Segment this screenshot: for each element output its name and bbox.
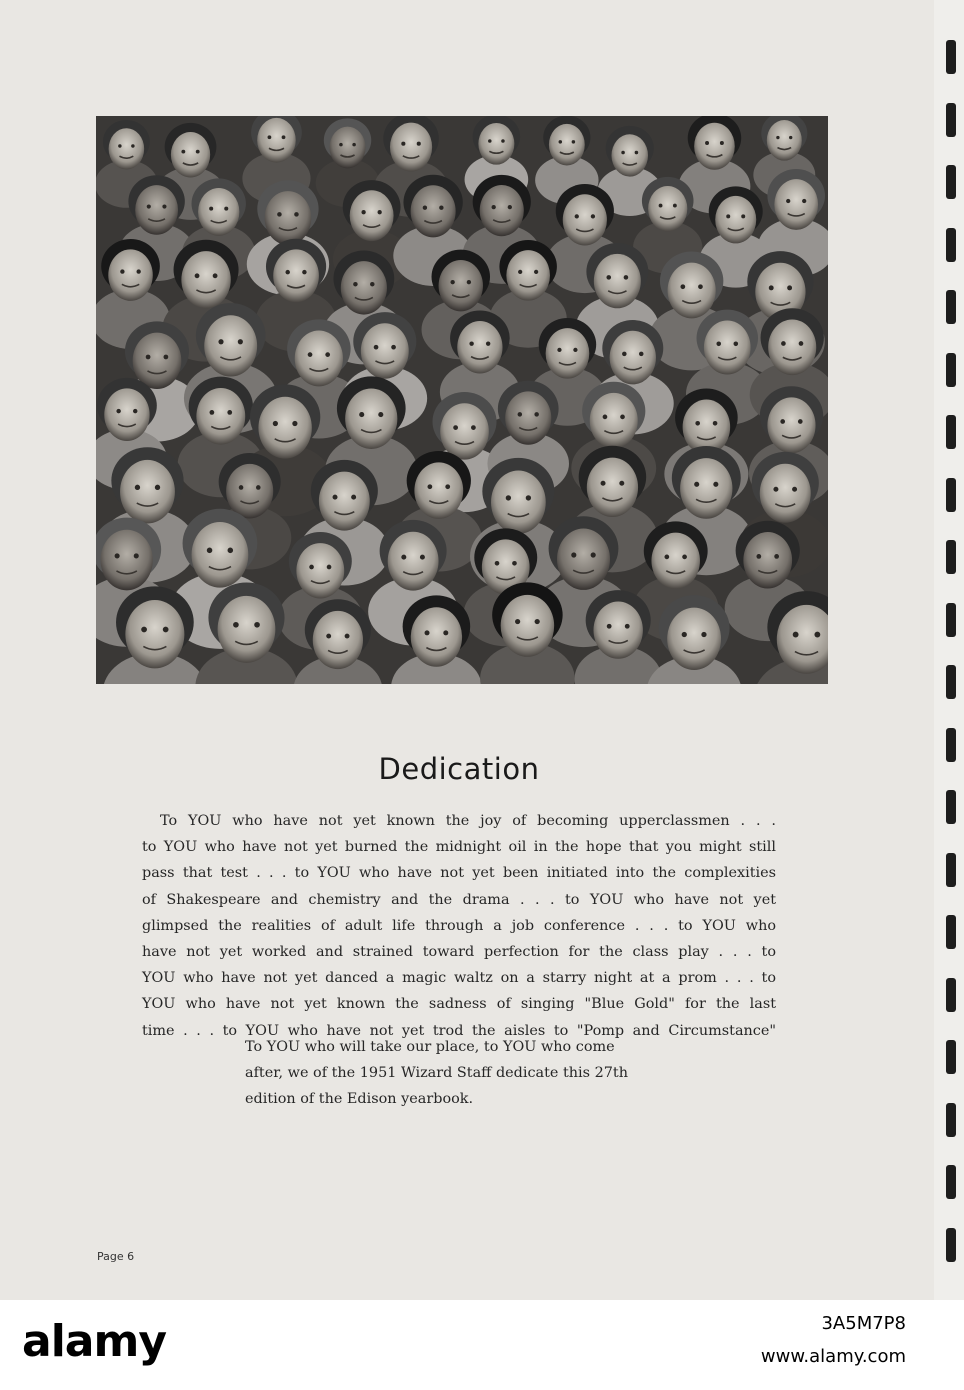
person-eye (471, 425, 476, 430)
person-eye (591, 214, 595, 218)
person-face (265, 191, 312, 245)
binding-ring (946, 540, 956, 574)
person-eye (423, 206, 427, 210)
person-eye (209, 410, 214, 415)
person-face (505, 391, 551, 444)
person-face (218, 596, 276, 663)
person-eye (116, 409, 120, 413)
binding-ring (946, 415, 956, 449)
person-face (767, 397, 815, 453)
person-eye (450, 280, 454, 284)
person-eye (488, 139, 492, 143)
binding-ring (946, 790, 956, 824)
person-eye (425, 630, 430, 635)
person-eye (417, 142, 421, 146)
crowd-photo (96, 116, 828, 684)
person-eye (607, 624, 612, 629)
person-face (440, 403, 489, 459)
dedication-line: have not yet worked and strained toward perfection for the class play . . . to (142, 944, 776, 961)
person-face (414, 462, 463, 519)
person-face (760, 464, 811, 523)
person-eye (325, 352, 330, 357)
person-eye (802, 199, 806, 203)
person-face (171, 132, 210, 178)
person-eye (374, 345, 379, 350)
person-eye (302, 270, 306, 274)
person-eye (209, 207, 213, 211)
person-face (694, 123, 735, 170)
person-eye (619, 481, 624, 486)
dedication-title: Dedication (378, 752, 540, 786)
person-eye (518, 412, 522, 416)
dedication-line: YOU who have not yet known the sadness of singing "Blue Gold" for the last (142, 996, 776, 1013)
person-face (611, 134, 648, 176)
binding-ring (946, 915, 956, 949)
person-eye (682, 555, 687, 560)
person-face (715, 196, 756, 244)
person-eye (146, 355, 151, 360)
person-eye (268, 135, 272, 139)
person-face (330, 127, 366, 169)
person-face (704, 320, 751, 374)
binding-ring (946, 353, 956, 387)
person-face (743, 532, 792, 588)
person-face (651, 533, 700, 589)
person-eye (534, 270, 538, 274)
person-eye (227, 410, 232, 415)
person-eye (353, 282, 358, 287)
person-eye (501, 139, 505, 143)
person-eye (695, 421, 700, 426)
person-eye (814, 632, 820, 638)
person-face (501, 595, 555, 657)
person-eye (713, 482, 718, 487)
person-face (549, 124, 585, 166)
person-face (411, 185, 456, 237)
person-eye (164, 355, 169, 360)
binding-ring (946, 1040, 956, 1074)
binding-ring (946, 290, 956, 324)
person-eye (467, 280, 471, 284)
person-eye (163, 627, 169, 633)
person-eye (682, 632, 687, 637)
person-eye (787, 285, 792, 290)
person-eye (713, 421, 718, 426)
person-face (226, 464, 273, 519)
person-face (768, 319, 816, 375)
binding-ring (946, 603, 956, 637)
person-eye (495, 561, 500, 566)
dedication-line: To YOU who have not yet known the joy of becoming upperclassmen . . . (160, 813, 776, 829)
person-eye (238, 339, 243, 344)
person-eye (572, 140, 575, 143)
person-eye (239, 485, 244, 490)
person-eye (786, 199, 790, 203)
binding-ring (946, 665, 956, 699)
person-eye (285, 270, 289, 274)
person-eye (781, 341, 786, 346)
person-eye (401, 142, 405, 146)
person-face (439, 260, 483, 311)
person-eye (308, 352, 313, 357)
person-face (388, 532, 439, 591)
person-face (587, 458, 638, 517)
person-eye (469, 341, 473, 345)
dedication-line: of Shakespeare and chemistry and the drama . . . to YOU who have not yet (142, 891, 776, 908)
closing-line: edition of the Edison yearbook. (245, 1091, 474, 1108)
person-eye (792, 487, 797, 492)
person-eye (333, 495, 338, 500)
person-eye (351, 495, 356, 500)
binding-ring (946, 40, 956, 74)
person-face (411, 607, 462, 666)
person-eye (789, 136, 792, 139)
person-face (667, 608, 721, 670)
person-eye (694, 482, 699, 487)
person-face (198, 188, 239, 236)
person-eye (526, 495, 531, 500)
person-face (594, 602, 643, 659)
person-eye (591, 552, 596, 557)
person-face (648, 186, 687, 231)
person-face (457, 321, 502, 373)
person-eye (698, 284, 703, 289)
person-eye (120, 269, 124, 273)
person-eye (453, 425, 458, 430)
person-face (350, 190, 394, 241)
person-face (390, 123, 432, 172)
dedication-line: to YOU who have not yet burned the midnight oil in the hope that you might still (142, 839, 776, 856)
person-eye (277, 212, 282, 217)
dedication-line: YOU who have not yet danced a magic waltz on a starry night at a prom . . . to (142, 970, 776, 987)
person-eye (445, 484, 450, 489)
person-eye (292, 421, 297, 426)
person-eye (557, 348, 561, 352)
person-face (104, 388, 149, 441)
crowd-photo-icon (96, 116, 828, 684)
person-face (491, 471, 546, 534)
person-eye (512, 561, 517, 566)
person-eye (218, 339, 223, 344)
person-face (313, 611, 363, 669)
binding-ring (946, 478, 956, 512)
person-eye (625, 624, 630, 629)
person-face (361, 323, 409, 378)
person-eye (309, 565, 314, 570)
person-face (341, 261, 387, 314)
binding-ring (946, 853, 956, 887)
person-face (120, 460, 175, 524)
person-face (181, 251, 230, 308)
person-eye (282, 135, 286, 139)
closing-line: To YOU who will take our place, to YOU who come (245, 1039, 615, 1055)
person-eye (799, 341, 804, 346)
person-face (680, 458, 732, 519)
person-face (668, 263, 716, 319)
person-face (296, 543, 344, 598)
person-eye (118, 144, 121, 147)
person-eye (773, 487, 778, 492)
person-face (774, 179, 818, 230)
person-eye (134, 553, 139, 558)
person-eye (294, 212, 299, 217)
person-eye (741, 214, 745, 218)
person-eye (534, 412, 538, 416)
person-eye (673, 204, 677, 208)
person-eye (195, 273, 200, 278)
person-eye (486, 341, 490, 345)
person-eye (131, 144, 134, 147)
person-eye (147, 204, 151, 208)
person-eye (141, 627, 147, 633)
person-eye (756, 554, 761, 559)
person-eye (603, 415, 608, 420)
binding-ring (946, 728, 956, 762)
person-face (546, 328, 590, 379)
person-eye (515, 619, 520, 624)
person-face (563, 194, 607, 245)
person-eye (378, 412, 383, 417)
person-eye (506, 495, 511, 500)
person-face (610, 331, 656, 385)
person-eye (726, 214, 730, 218)
person-eye (798, 419, 803, 424)
person-face (319, 472, 370, 531)
person-eye (639, 352, 644, 357)
person-eye (769, 285, 774, 290)
person-eye (115, 553, 120, 558)
binding-ring (946, 228, 956, 262)
person-eye (734, 342, 739, 347)
person-face (345, 388, 397, 448)
person-face (273, 249, 319, 302)
binding-ring (946, 978, 956, 1012)
person-face (204, 315, 257, 376)
person-eye (420, 555, 425, 560)
person-eye (620, 415, 625, 420)
person-eye (443, 630, 448, 635)
binding-ring (946, 1165, 956, 1199)
person-eye (793, 632, 799, 638)
person-face (135, 185, 178, 235)
person-eye (326, 634, 331, 639)
person-face (506, 250, 550, 301)
person-eye (571, 552, 576, 557)
person-eye (401, 555, 406, 560)
person-eye (635, 151, 639, 155)
person-eye (705, 141, 709, 145)
dedication-line: glimpsed the realities of adult life through a job conference . . . to YOU who (142, 917, 776, 934)
binding-ring (946, 1103, 956, 1137)
person-eye (621, 151, 625, 155)
person-eye (162, 204, 166, 208)
person-eye (135, 485, 140, 490)
person-eye (776, 136, 779, 139)
dedication-line: time . . . to YOU who have not yet trod the aisles to "Pomp and Circumstance" (142, 1022, 776, 1039)
person-face (295, 330, 343, 386)
person-eye (345, 634, 350, 639)
person-eye (133, 409, 137, 413)
person-eye (624, 275, 629, 280)
page-number: Page 6 (97, 1250, 135, 1263)
person-eye (361, 210, 365, 214)
person-eye (155, 485, 160, 490)
person-eye (622, 352, 627, 357)
person-face (133, 333, 182, 389)
person-face (108, 249, 153, 301)
person-eye (254, 622, 260, 628)
person-eye (233, 622, 239, 628)
person-eye (535, 619, 540, 624)
person-eye (256, 485, 261, 490)
person-eye (716, 342, 721, 347)
person-eye (378, 210, 382, 214)
person-eye (701, 632, 706, 637)
person-face (109, 128, 145, 169)
watermark-url: www.alamy.com (760, 1346, 906, 1367)
person-face (125, 600, 184, 668)
person-eye (492, 205, 496, 209)
binding-ring (946, 103, 956, 137)
person-eye (359, 412, 364, 417)
person-eye (213, 273, 218, 278)
person-eye (370, 282, 375, 287)
person-eye (273, 421, 278, 426)
person-eye (207, 548, 213, 554)
person-face (192, 522, 249, 588)
person-eye (391, 345, 396, 350)
person-face (101, 530, 153, 591)
person-eye (196, 150, 200, 154)
person-face (557, 529, 610, 590)
person-face (478, 123, 514, 165)
binding-ring (946, 1228, 956, 1262)
person-eye (559, 140, 562, 143)
person-eye (774, 554, 779, 559)
dedication-closing (245, 1034, 665, 1113)
person-eye (575, 214, 579, 218)
person-face (196, 388, 245, 445)
person-face (257, 118, 296, 163)
dedication-line: pass that test . . . to YOU who have not yet been initiated into the complexities (142, 865, 776, 882)
person-eye (780, 419, 785, 424)
person-eye (664, 555, 669, 560)
person-eye (573, 348, 577, 352)
spiral-binding (934, 0, 964, 1300)
person-face (767, 120, 802, 161)
person-eye (224, 207, 228, 211)
person-face (594, 254, 641, 308)
person-face (590, 393, 638, 449)
binding-ring (946, 165, 956, 199)
person-eye (720, 141, 724, 145)
watermark-logo: alamy (22, 1316, 166, 1367)
person-eye (339, 143, 343, 147)
person-eye (352, 143, 356, 147)
person-eye (181, 150, 185, 154)
person-eye (439, 206, 443, 210)
person-eye (327, 565, 332, 570)
person-eye (228, 548, 234, 554)
person-face (258, 397, 311, 459)
person-eye (518, 270, 522, 274)
person-eye (137, 269, 141, 273)
closing-line: after, we of the 1951 Wizard Staff dedicate this 27th (245, 1065, 628, 1082)
person-eye (601, 481, 606, 486)
watermark-image-id: 3A5M7P8 (821, 1313, 906, 1334)
person-eye (508, 205, 512, 209)
person-eye (659, 204, 663, 208)
dedication-text (142, 808, 776, 1044)
person-eye (427, 484, 432, 489)
person-face (480, 185, 524, 236)
person-eye (680, 284, 685, 289)
person-eye (606, 275, 611, 280)
